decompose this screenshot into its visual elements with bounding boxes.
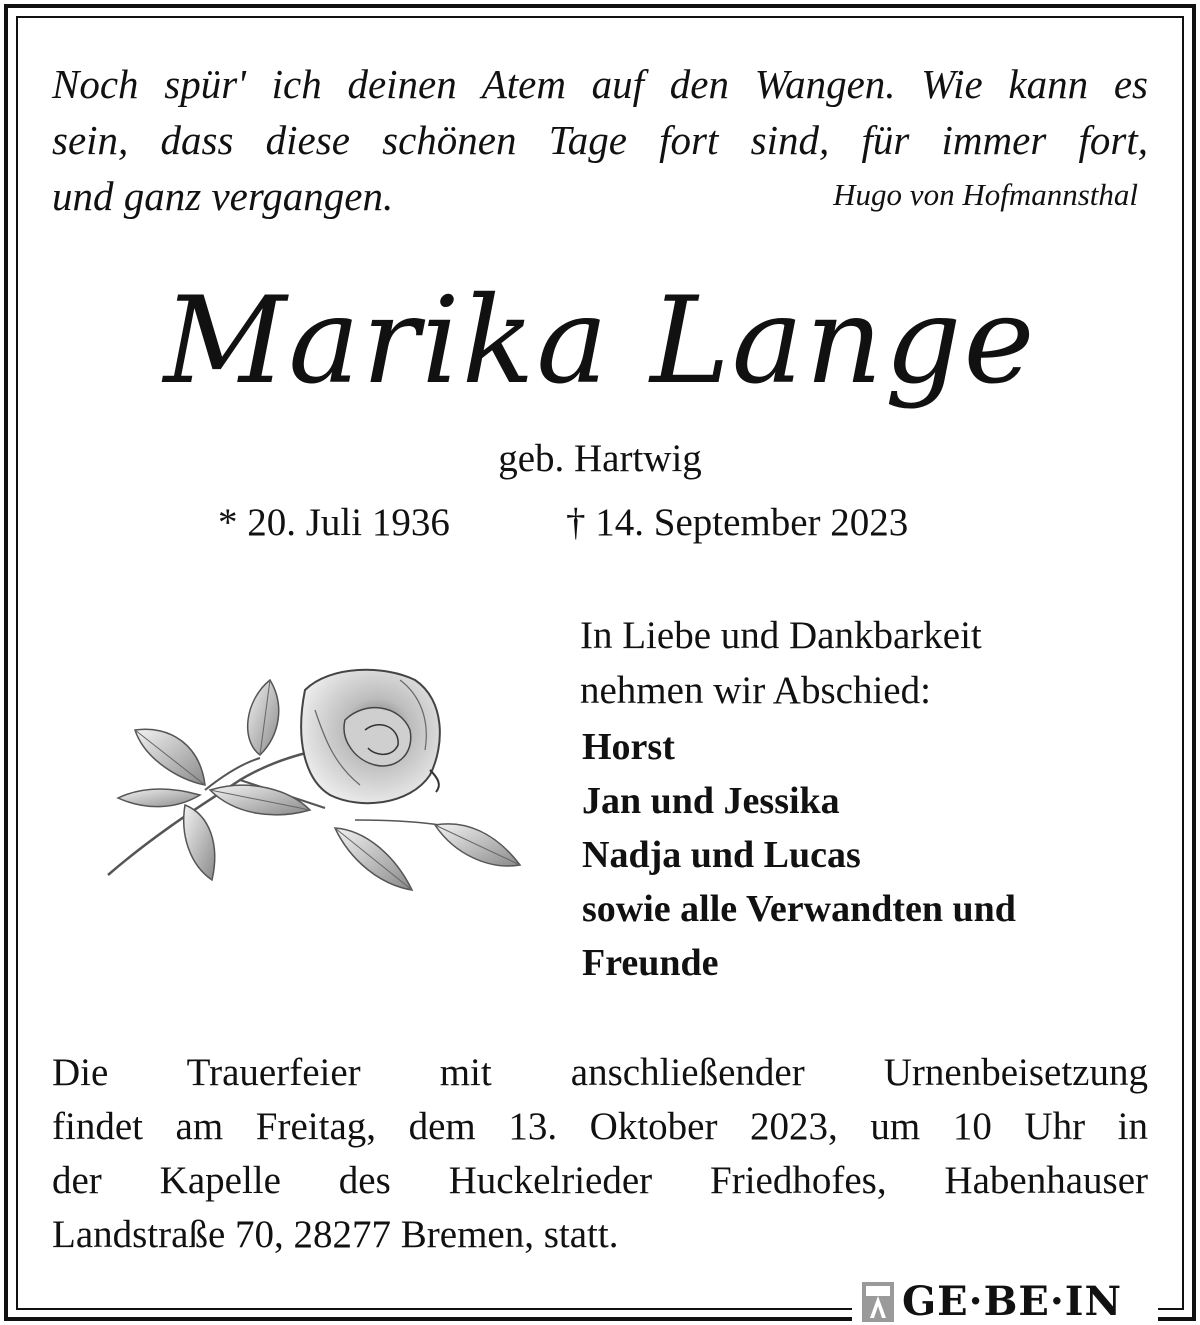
- rose-icon: [100, 660, 530, 900]
- deceased-name: Marika Lange: [163, 272, 1037, 411]
- gebein-logo-icon: [862, 1282, 894, 1322]
- mourner-item: Freunde: [582, 942, 719, 984]
- gebein-logo: [862, 1280, 1122, 1324]
- farewell-text: [580, 608, 982, 718]
- quote-line-3: und ganz vergangen.: [52, 173, 394, 219]
- mourner-item: sowie alle Verwandten und: [582, 888, 1016, 930]
- farewell-line-1: In Liebe und Dankbarkeit: [580, 614, 982, 657]
- mourner-item: Horst: [582, 726, 675, 768]
- quote-author: Hugo von Hofmannsthal: [833, 177, 1138, 212]
- mourner-item: Nadja und Lucas: [582, 834, 861, 876]
- mourner-item: Jan und Jessika: [582, 780, 840, 822]
- ceremony-line-1: Die Trauerfeier mit anschließender Urnenbeisetzung: [52, 1051, 1148, 1094]
- quote-line-1: Noch spür' ich deinen Atem auf den Wangen. Wie kann es: [52, 61, 1148, 107]
- ceremony-line-4: Landstraße 70, 28277 Bremen, statt.: [52, 1213, 619, 1256]
- mourners-list: [582, 720, 1016, 990]
- maiden-name: geb. Hartwig: [498, 437, 702, 480]
- ceremony-line-3: der Kapelle des Huckelrieder Friedhofes, Habenhauser: [52, 1159, 1148, 1202]
- farewell-line-2: nehmen wir Abschied:: [580, 669, 931, 712]
- quote-line-2: sein, dass diese schönen Tage fort sind, für immer fort,: [52, 117, 1148, 163]
- quote: [52, 56, 1148, 168]
- ceremony-line-2: findet am Freitag, dem 13. Oktober 2023, um 10 Uhr in: [52, 1105, 1148, 1148]
- death-date: † 14. September 2023: [566, 501, 909, 544]
- birth-date: * 20. Juli 1936: [218, 501, 450, 544]
- gebein-logo-text: GE·BE·IN: [902, 1278, 1123, 1325]
- ceremony-notice: [52, 1046, 1148, 1262]
